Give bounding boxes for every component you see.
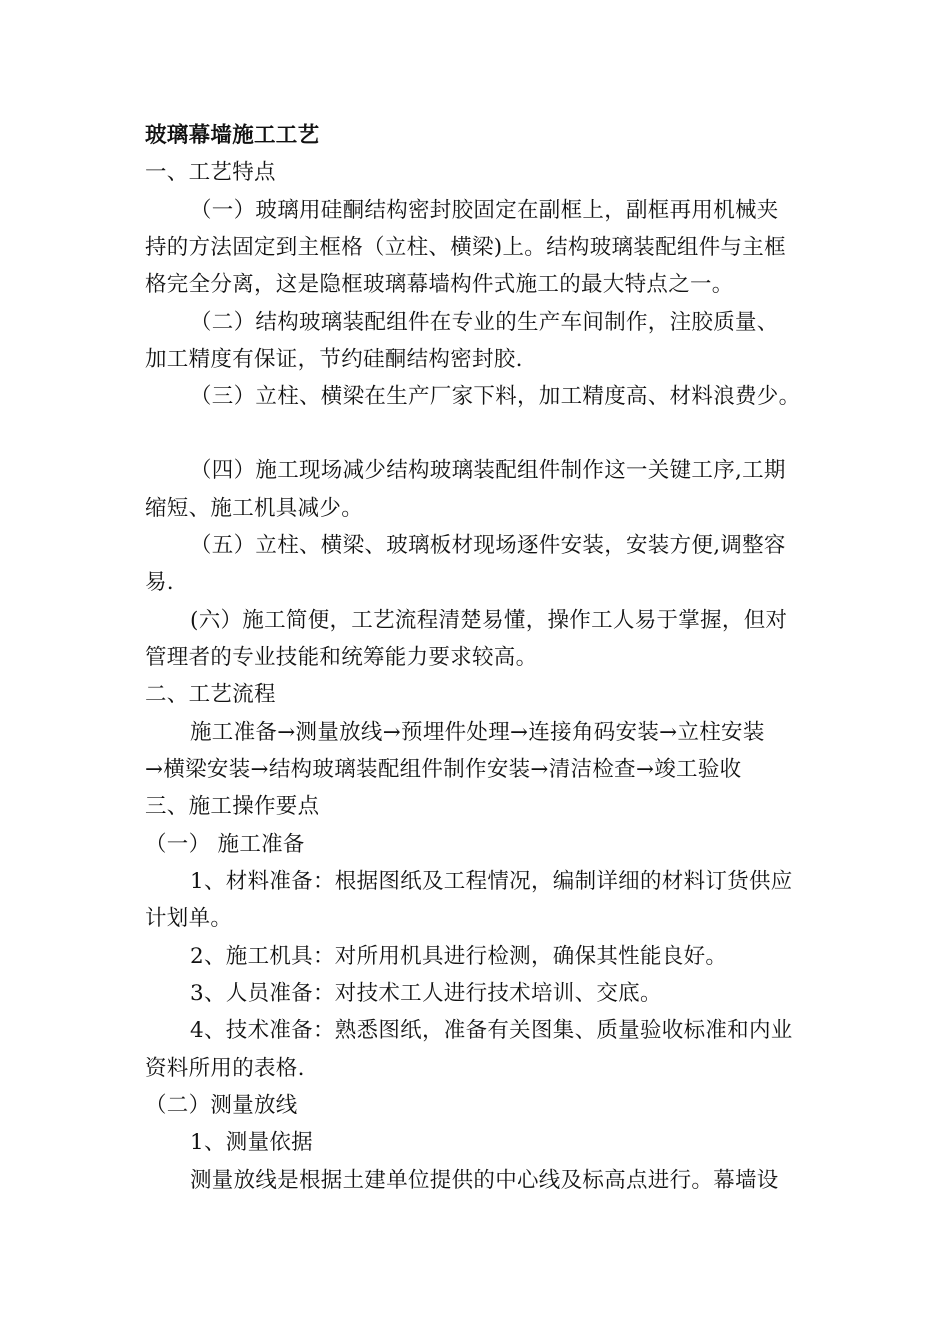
paragraph-line: →横梁安装→结构玻璃装配组件制作安装→清洁检查→竣工验收 — [145, 757, 742, 782]
section-heading-process: 二、工艺流程 — [145, 682, 276, 707]
paragraph-line: 易. — [145, 570, 174, 595]
paragraph-line: 3、人员准备：对技术工人进行技术培训、交底。 — [190, 981, 662, 1006]
paragraph-line: 1、材料准备：根据图纸及工程情况，编制详细的材料订货供应 — [190, 869, 793, 894]
paragraph-line: 1、测量依据 — [190, 1130, 313, 1155]
document-title: 玻璃幕墙施工工艺 — [145, 123, 320, 148]
paragraph-line: 4、技术准备：熟悉图纸，准备有关图集、质量验收标准和内业 — [190, 1018, 793, 1043]
subsection-heading: （一） 施工准备 — [145, 832, 305, 857]
paragraph-line: 格完全分离，这是隐框玻璃幕墙构件式施工的最大特点之一。 — [145, 272, 734, 297]
paragraph-line: (六）施工简便，工艺流程清楚易懂，操作工人易于掌握，但对 — [190, 608, 788, 633]
paragraph-line: 施工准备→测量放线→预埋件处理→连接角码安装→立柱安装 — [190, 720, 765, 745]
subsection-heading: （二）测量放线 — [145, 1093, 298, 1118]
paragraph-line: 计划单。 — [145, 906, 233, 931]
paragraph-line: （四）施工现场减少结构玻璃装配组件制作这一关键工序,工期 — [190, 458, 786, 483]
paragraph-line: 管理者的专业技能和统筹能力要求较高。 — [145, 645, 538, 670]
paragraph-line: 测量放线是根据土建单位提供的中心线及标高点进行。幕墙设 — [190, 1168, 779, 1193]
paragraph-line: （三）立柱、横梁在生产厂家下料，加工精度高、材料浪费少。 — [190, 384, 801, 409]
section-heading-features: 一、工艺特点 — [145, 160, 276, 185]
paragraph-line: 加工精度有保证，节约硅酮结构密封胶. — [145, 347, 523, 372]
paragraph-line: 持的方法固定到主框格（立柱、横梁)上。结构玻璃装配组件与主框 — [145, 235, 786, 260]
paragraph-line: 资料所用的表格. — [145, 1056, 305, 1081]
paragraph-line: （二）结构玻璃装配组件在专业的生产车间制作，注胶质量、 — [190, 310, 779, 335]
paragraph-line: 缩短、施工机具减少。 — [145, 496, 364, 521]
paragraph-line: （一）玻璃用硅酮结构密封胶固定在副框上，副框再用机械夹 — [190, 198, 779, 223]
paragraph-line: （五）立柱、横梁、玻璃板材现场逐件安装，安装方便,调整容 — [190, 533, 786, 558]
paragraph-line: 2、施工机具：对所用机具进行检测，确保其性能良好。 — [190, 944, 728, 969]
section-heading-operations: 三、施工操作要点 — [145, 794, 320, 819]
